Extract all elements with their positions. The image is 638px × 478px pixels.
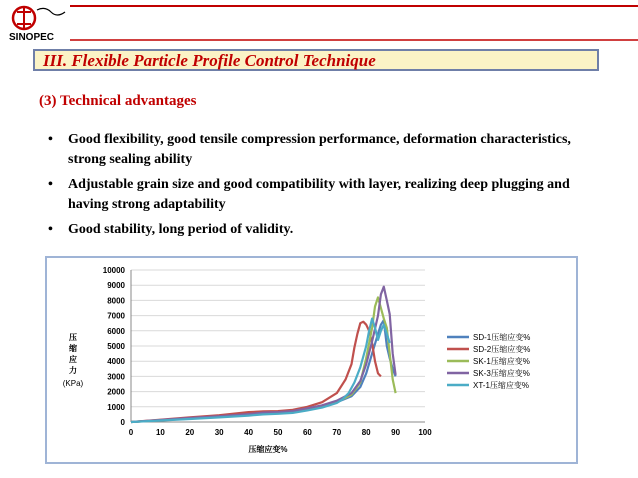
y-tick-label: 6000 (107, 326, 125, 336)
advantages-list (46, 130, 606, 245)
legend-label: SD-2压缩应变% (473, 345, 531, 354)
slide-title: III. Flexible Particle Profile Control Technique (43, 51, 376, 70)
bullet-dot-icon: • (48, 132, 53, 147)
y-tick-label: 4000 (107, 357, 125, 367)
bullet-text: Good flexibility, good tensile compression performance, deformation characteristics, strong sealing ability (68, 132, 571, 167)
x-tick-label: 50 (273, 428, 283, 437)
y-tick-label: 7000 (107, 311, 125, 321)
logo-text: SINOPEC (9, 32, 55, 42)
legend-label: XT-1压缩应变% (473, 381, 530, 390)
section-subtitle: (3) Technical advantages (39, 93, 197, 109)
y-tick-label: 0 (120, 418, 125, 427)
x-axis-label: 压缩应变% (248, 445, 288, 454)
x-tick-label: 80 (361, 428, 371, 437)
y-axis-label-char: 应 (69, 355, 77, 364)
bullet-dot-icon: • (48, 222, 53, 237)
sinopec-logo (8, 4, 68, 42)
y-tick-label: 1000 (107, 402, 125, 412)
bullet-item (46, 175, 606, 215)
x-tick-label: 70 (332, 428, 342, 437)
bullet-item (46, 220, 606, 240)
title-box (33, 49, 599, 71)
y-tick-label: 3000 (107, 372, 125, 382)
y-tick-label: 5000 (107, 342, 125, 351)
x-tick-label: 60 (302, 428, 312, 437)
x-tick-label: 30 (214, 428, 224, 437)
legend-label: SD-1压缩应变% (473, 333, 531, 342)
legend-label: SK-1压缩应变% (473, 357, 530, 366)
x-tick-label: 10 (155, 428, 165, 437)
x-tick-label: 100 (418, 428, 432, 437)
y-tick-label: 2000 (107, 387, 125, 397)
y-tick-label: 9000 (107, 281, 125, 291)
stress-strain-chart (47, 258, 576, 462)
y-tick-label: 8000 (107, 296, 125, 306)
bullet-dot-icon: • (48, 177, 53, 192)
bullet-text: Adjustable grain size and good compatibility with layer, realizing deep plugging and having strong adaptability (68, 177, 570, 212)
x-tick-label: 0 (128, 428, 134, 437)
x-tick-label: 40 (244, 428, 254, 437)
legend-label: SK-3压缩应变% (473, 369, 530, 378)
y-axis-label-char: 压 (69, 333, 77, 342)
y-axis-unit-label: (KPa) (62, 379, 84, 388)
y-axis-label-char: 缩 (69, 344, 77, 353)
x-tick-label: 20 (185, 428, 195, 437)
series-line (131, 287, 396, 422)
header-decoration (0, 0, 638, 46)
chart-frame (45, 256, 578, 464)
bullet-item (46, 130, 606, 170)
y-tick-label: 10000 (102, 266, 125, 275)
x-tick-label: 90 (391, 428, 401, 437)
y-axis-label-char: 力 (69, 366, 77, 375)
bullet-text: Good stability, long period of validity. (68, 222, 294, 237)
